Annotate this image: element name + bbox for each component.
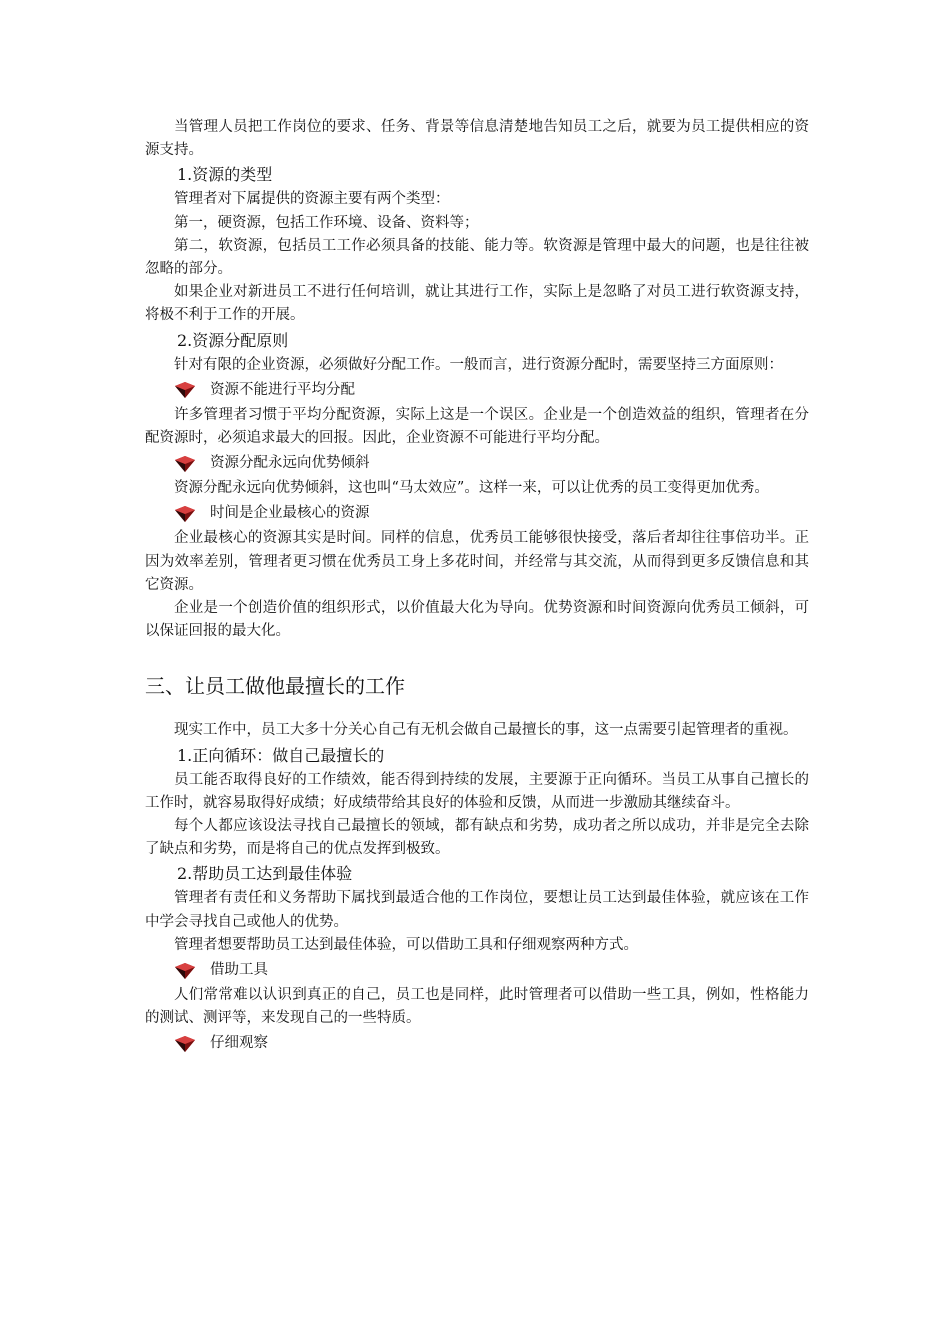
arrow-bullet-icon [174, 963, 196, 979]
arrow-bullet-icon [174, 382, 196, 398]
bullet-item [145, 500, 809, 527]
paragraph: 第二，软资源，包括员工工作必须具备的技能、能力等。软资源是管理中最大的问题，也是往往被忽略的部分。 [145, 237, 809, 278]
bullet-label: 仔细观察 [210, 1035, 268, 1052]
paragraph: 现实工作中，员工大多十分关心自己有无机会做自己最擅长的事，这一点需要引起管理者的重视。 [174, 722, 798, 739]
paragraph: 第一，硬资源，包括工作环境、设备、资料等； [174, 214, 479, 231]
document-page [145, 116, 809, 1057]
arrow-bullet-icon [174, 456, 196, 472]
paragraph: 当管理人员把工作岗位的要求、任务、背景等信息清楚地告知员工之后，就要为员工提供相应的资源支持。 [145, 119, 809, 159]
section-heading: 三、让员工做他最擅长的工作 [145, 674, 405, 699]
paragraph: 资源分配永远向优势倾斜，这也叫“马太效应”。这样一来，可以让优秀的员工变得更加优秀。 [174, 480, 769, 497]
bullet-label: 时间是企业最核心的资源 [210, 505, 370, 522]
subheading: 1.正向循环：做自己最擅长的 [177, 745, 385, 765]
paragraph: 针对有限的企业资源，必须做好分配工作。一般而言，进行资源分配时，需要坚持三方面原则： [174, 356, 783, 373]
paragraph: 管理者有责任和义务帮助下属找到最适合他的工作岗位，要想让员工达到最佳体验，就应该在工作中学会寻找自己或他人的优势。 [145, 890, 809, 930]
paragraph: 如果企业对新进员工不进行任何培训，就让其进行工作，实际上是忽略了对员工进行软资源支持，将极不利于工作的开展。 [145, 284, 809, 324]
paragraph: 每个人都应该设法寻找自己最擅长的领域，都有缺点和劣势，成功者之所以成功，并非是完全去除了缺点和劣势，而是将自己的优点发挥到极致。 [145, 818, 809, 858]
arrow-bullet-icon [174, 1036, 196, 1052]
bullet-label: 借助工具 [210, 961, 268, 978]
paragraph: 管理者想要帮助员工达到最佳体验，可以借助工具和仔细观察两种方式。 [174, 936, 638, 953]
subheading: 2.资源分配原则 [177, 330, 289, 350]
bullet-item [145, 1030, 809, 1057]
paragraph: 许多管理者习惯于平均分配资源，实际上这是一个误区。企业是一个创造效益的组织，管理者在分配资源时，必须追求最大的回报。因此，企业资源不可能进行平均分配。 [145, 406, 809, 447]
bullet-label: 资源不能进行平均分配 [210, 381, 355, 398]
subheading: 2.帮助员工达到最佳体验 [177, 864, 353, 884]
subheading: 1.资源的类型 [177, 165, 273, 185]
paragraph: 员工能否取得良好的工作绩效，能否得到持续的发展，主要源于正向循环。当员工从事自己擅长的工作时，就容易取得好成绩；好成绩带给其良好的体验和反馈，从而进一步激励其继续奋斗。 [145, 771, 809, 811]
paragraph: 人们常常难以认识到真正的自己，员工也是同样，此时管理者可以借助一些工具，例如，性格能力的测试、测评等，来发现自己的一些特质。 [145, 987, 809, 1027]
paragraph: 管理者对下属提供的资源主要有两个类型： [174, 191, 450, 208]
bullet-label: 资源分配永远向优势倾斜 [210, 455, 370, 472]
arrow-bullet-icon [174, 506, 196, 522]
paragraph: 企业是一个创造价值的组织形式，以价值最大化为导向。优势资源和时间资源向优秀员工倾斜，可以保证回报的最大化。 [145, 600, 809, 640]
bullet-item [145, 450, 809, 477]
bullet-item [145, 377, 809, 404]
bullet-item [145, 957, 809, 984]
paragraph: 企业最核心的资源其实是时间。同样的信息，优秀员工能够很快接受，落后者却往往事倍功半。正因为效率差别，管理者更习惯在优秀员工身上多花时间，并经常与其交流，从而得到更多反馈信息和其它资源。 [145, 530, 809, 593]
